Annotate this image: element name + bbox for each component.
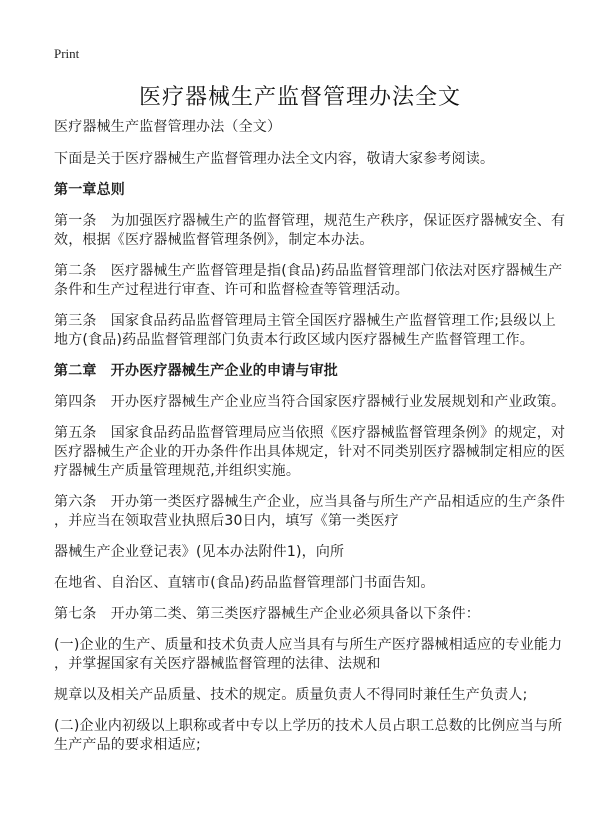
article-5-line-2: 医疗器械生产企业的开办条件作出具体规定，针对不同类别医疗器械制定相应的医 — [54, 444, 566, 460]
item-2-line-2: 生产产品的要求相适应; — [54, 737, 201, 753]
item-1-continuation: 规章以及相关产品质量、技术的规定。质量负责人不得同时兼任生产负责人; — [54, 687, 528, 703]
item-2-line-1: (二)企业内初级以上职称或者中专以上学历的技术人员占职工总数的比例应当与所 — [54, 718, 563, 734]
article-6-line-2: ，并应当在领取营业执照后30日内，填写《第一类医疗 — [54, 513, 399, 529]
item-1-line-2: ，并掌握国家有关医疗器械监督管理的法律、法规和 — [54, 656, 381, 672]
document-subtitle: 医疗器械生产监督管理办法（全文） — [54, 119, 282, 135]
chapter-2-heading: 第二章 开办医疗器械生产企业的申请与审批 — [54, 363, 338, 379]
chapter-1-heading: 第一章总则 — [54, 182, 125, 198]
article-7-line-1: 第七条 开办第二类、第三类医疗器械生产企业必须具备以下条件： — [54, 606, 480, 622]
article-2-line-1: 第二条 医疗器械生产监督管理是指(食品)药品监督管理部门依法对医疗器械生产 — [54, 263, 563, 279]
article-1-line-2: 效，根据《医疗器械监督管理条例》，制定本办法。 — [54, 232, 374, 248]
article-2-line-2: 条件和生产过程进行审查、许可和监督检查等管理活动。 — [54, 282, 409, 298]
article-5-line-3: 疗器械生产质量管理规范,并组织实施。 — [54, 463, 301, 479]
article-4-line-1: 第四条 开办医疗器械生产企业应当符合国家医疗器械行业发展规划和产业政策。 — [54, 394, 566, 410]
article-6-line-1: 第六条 开办第一类医疗器械生产企业，应当具备与所生产产品相适应的生产条件 — [54, 494, 566, 510]
article-6-continuation-2: 在地省、自治区、直辖市(食品)药品监督管理部门书面告知。 — [54, 575, 435, 591]
intro-paragraph: 下面是关于医疗器械生产监督管理办法全文内容，敬请大家参考阅读。 — [54, 151, 495, 167]
item-1-line-1: (一)企业的生产、质量和技术负责人应当具有与所生产医疗器械相适应的专业能力 — [54, 637, 563, 653]
article-3-line-2: 地方(食品)药品监督管理部门负责本行政区域内医疗器械生产监督管理工作。 — [54, 332, 534, 348]
article-3-line-1: 第三条 国家食品药品监督管理局主管全国医疗器械生产监督管理工作;县级以上 — [54, 313, 556, 329]
page-title: 医疗器械生产监督管理办法全文 — [138, 85, 461, 110]
article-5-line-1: 第五条 国家食品药品监督管理局应当依照《医疗器械监督管理条例》的规定，对 — [54, 425, 566, 441]
article-6-continuation-1: 器械生产企业登记表》(见本办法附件1)，向所 — [54, 544, 345, 560]
article-1-line-1: 第一条 为加强医疗器械生产的监督管理，规范生产秩序，保证医疗器械安全、有 — [54, 213, 566, 229]
print-label[interactable]: Print — [54, 46, 80, 61]
